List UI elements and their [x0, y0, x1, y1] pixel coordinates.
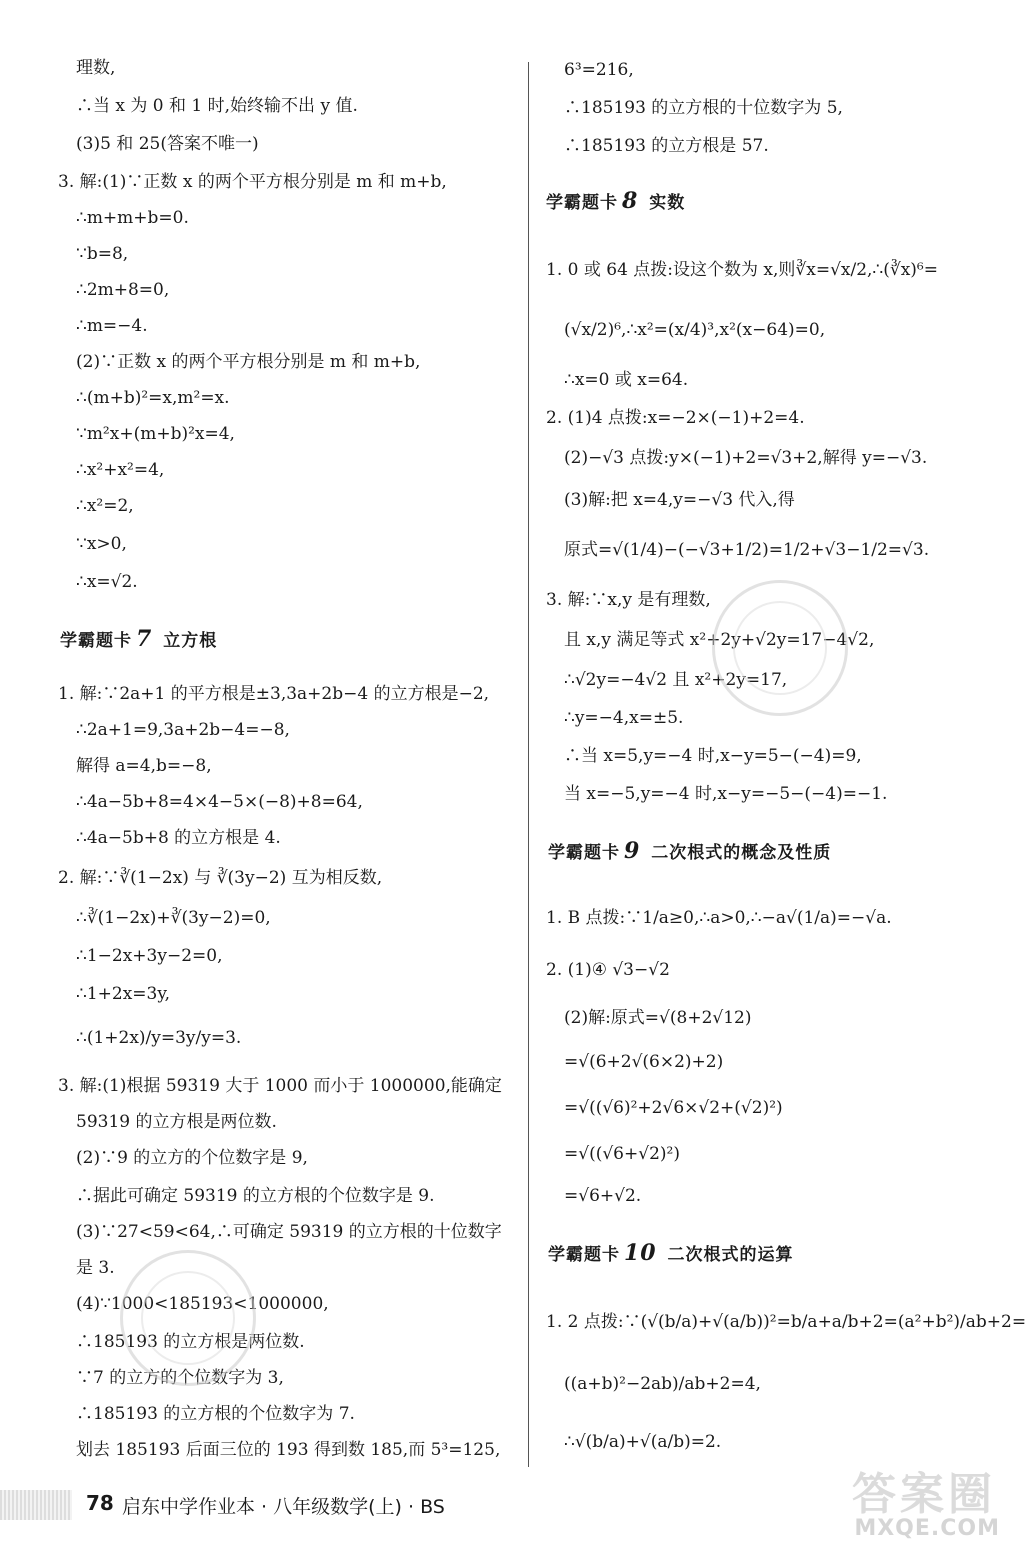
text-line: ∴x²=2, — [76, 496, 134, 516]
text-line: ∴4a−5b+8 的立方根是 4. — [76, 828, 281, 848]
section-prefix: 学霸题卡 — [60, 631, 132, 651]
text-line: ∴x=√2. — [76, 572, 138, 592]
text-line: 59319 的立方根是两位数. — [76, 1112, 277, 1132]
text-line: 原式=√(1/4)−(−√3+1/2)=1/2+√3−1/2=√3. — [564, 540, 930, 560]
text-line: (2)∵正数 x 的两个平方根分别是 m 和 m+b, — [76, 352, 421, 372]
section-number: 7 — [136, 626, 153, 652]
text-line: (4)∵1000<185193<1000000, — [76, 1294, 329, 1314]
text-line: ∴当 x 为 0 和 1 时,始终输不出 y 值. — [76, 96, 358, 116]
section-number: 8 — [622, 188, 639, 214]
text-line: 1. B 点拨:∵1/a≥0,∴a>0,∴−a√(1/a)=−√a. — [546, 908, 892, 928]
text-line: ∴√2y=−4√2 且 x²+2y=17, — [564, 670, 788, 690]
text-line: 1. 解:∵2a+1 的平方根是±3,3a+2b−4 的立方根是−2, — [58, 684, 490, 704]
stamp-watermark — [712, 580, 848, 716]
text-line: (3)解:把 x=4,y=−√3 代入,得 — [564, 490, 795, 510]
page-number: 78 — [86, 1491, 114, 1515]
text-line: ∴1+2x=3y, — [76, 984, 171, 1004]
text-line: ∵x>0, — [76, 534, 127, 554]
text-line: 3. 解:∵x,y 是有理数, — [546, 590, 711, 610]
text-line: ∴x=0 或 x=64. — [564, 370, 689, 390]
text-line: ∴当 x=5,y=−4 时,x−y=5−(−4)=9, — [564, 746, 862, 766]
section-number: 9 — [624, 838, 641, 864]
text-line: 3. 解:(1)根据 59319 大于 1000 而小于 1000000,能确定 — [58, 1076, 502, 1096]
section-prefix: 学霸题卡 — [548, 843, 620, 863]
text-line: (3)5 和 25(答案不唯一) — [76, 134, 259, 154]
text-line: (3)∵27<59<64,∴可确定 59319 的立方根的十位数字 — [76, 1222, 502, 1242]
text-line: (2)解:原式=√(8+2√12) — [564, 1008, 752, 1028]
section-title: 二次根式的概念及性质 — [651, 843, 832, 863]
column-divider — [528, 62, 529, 1467]
text-line: ∴据此可确定 59319 的立方根的个位数字是 9. — [76, 1186, 435, 1206]
text-line: ∴m=−4. — [76, 316, 148, 336]
text-line: ((a+b)²−2ab)/ab+2=4, — [564, 1374, 761, 1394]
section-heading-7 — [60, 626, 217, 652]
text-line: ∴x²+x²=4, — [76, 460, 165, 480]
footer-band — [0, 1490, 72, 1520]
text-line: 解得 a=4,b=−8, — [76, 756, 212, 776]
section-heading-9 — [548, 838, 831, 864]
text-line: =√(6+2√(6×2)+2) — [564, 1052, 724, 1072]
text-line: ∴(m+b)²=x,m²=x. — [76, 388, 230, 408]
text-line: =√((√6+√2)²) — [564, 1144, 680, 1164]
text-line: 且 x,y 满足等式 x²+2y+√2y=17−4√2, — [564, 630, 875, 650]
text-line: ∴185193 的立方根是 57. — [564, 136, 769, 156]
text-line: (2)−√3 点拨:y×(−1)+2=√3+2,解得 y=−√3. — [564, 448, 928, 468]
text-line: ∴1−2x+3y−2=0, — [76, 946, 223, 966]
section-number: 10 — [624, 1240, 657, 1266]
text-line: ∴(1+2x)/y=3y/y=3. — [76, 1028, 242, 1048]
text-line: (√x/2)⁶,∴x²=(x/4)³,x²(x−64)=0, — [564, 320, 826, 340]
section-heading-10 — [548, 1240, 794, 1266]
watermark-logo-text: 答案圈 — [852, 1469, 996, 1520]
text-line: ∴2m+8=0, — [76, 280, 170, 300]
text-line: ∵7 的立方的个位数字为 3, — [76, 1368, 284, 1388]
text-line: =√6+√2. — [564, 1186, 642, 1206]
section-title: 立方根 — [163, 631, 218, 651]
section-title: 实数 — [649, 193, 686, 213]
text-line: 2. (1)④ √3−√2 — [546, 960, 670, 980]
text-line: ∴4a−5b+8=4×4−5×(−8)+8=64, — [76, 792, 363, 812]
text-line: 是 3. — [76, 1258, 115, 1278]
text-line: 1. 2 点拨:∵(√(b/a)+√(a/b))²=b/a+a/b+2=(a²+b²)/ab+2= — [546, 1312, 1026, 1332]
section-prefix: 学霸题卡 — [546, 193, 618, 213]
text-line: 2. (1)4 点拨:x=−2×(−1)+2=4. — [546, 408, 805, 428]
section-title: 二次根式的运算 — [667, 1245, 794, 1265]
text-line: 划去 185193 后面三位的 193 得到数 185,而 5³=125, — [76, 1440, 501, 1460]
text-line: ∴√(b/a)+√(a/b)=2. — [564, 1432, 722, 1452]
text-line: ∴185193 的立方根是两位数. — [76, 1332, 305, 1352]
text-line: ∴185193 的立方根的个位数字为 7. — [76, 1404, 355, 1424]
book-title: 启东中学作业本 · 八年级数学(上) · BS — [122, 1496, 445, 1518]
text-line: 1. 0 或 64 点拨:设这个数为 x,则∛x=√x/2,∴(∛x)⁶= — [546, 260, 938, 280]
text-line: ∴y=−4,x=±5. — [564, 708, 684, 728]
site-watermark — [816, 1458, 1006, 1548]
text-line: ∵m²x+(m+b)²x=4, — [76, 424, 235, 444]
text-line: ∴∛(1−2x)+∛(3y−2)=0, — [76, 908, 271, 928]
text-line: 当 x=−5,y=−4 时,x−y=−5−(−4)=−1. — [564, 784, 888, 804]
text-line: ∵b=8, — [76, 244, 129, 264]
section-prefix: 学霸题卡 — [548, 1245, 620, 1265]
text-line: ∴185193 的立方根的十位数字为 5, — [564, 98, 843, 118]
text-line: =√((√6)²+2√6×√2+(√2)²) — [564, 1098, 783, 1118]
text-line: 理数, — [76, 58, 116, 78]
text-line: (2)∵9 的立方的个位数字是 9, — [76, 1148, 308, 1168]
text-line: ∴m+m+b=0. — [76, 208, 189, 228]
text-line: 3. 解:(1)∵正数 x 的两个平方根分别是 m 和 m+b, — [58, 172, 447, 192]
text-line: ∴2a+1=9,3a+2b−4=−8, — [76, 720, 290, 740]
text-line: 6³=216, — [564, 60, 634, 80]
watermark-url: MXQE.COM — [854, 1516, 1000, 1541]
section-heading-8 — [546, 188, 685, 214]
text-line: 2. 解:∵∛(1−2x) 与 ∛(3y−2) 互为相反数, — [58, 868, 383, 888]
stamp-watermark — [120, 1250, 256, 1386]
